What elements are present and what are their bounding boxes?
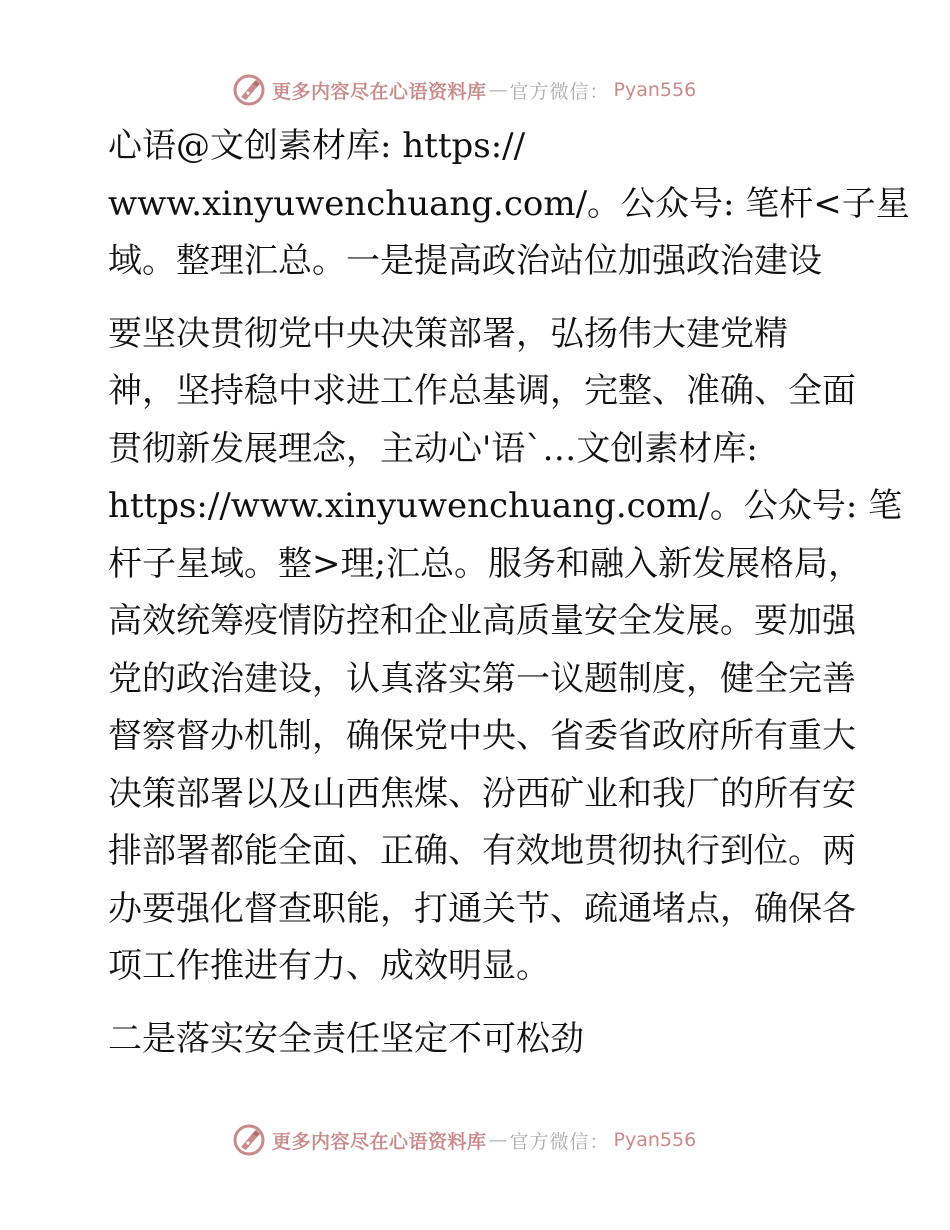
text-line: 域。整理汇总。一是提高政治站位加强政治建设	[108, 241, 822, 281]
text-line: 杆子星域。整>理;汇总。服务和融入新发展格局，	[108, 543, 862, 584]
document-body	[98, 118, 910, 1068]
watermark-label: 官方微信：	[509, 1130, 610, 1153]
text-line: 决策部署以及山西焦煤、汾西矿业和我厂的所有安	[108, 773, 856, 814]
text-line: 高效统筹疫情防控和企业高质量安全发展。要加强	[108, 601, 856, 641]
watermark-wechat-id: Pyan556	[613, 1129, 697, 1151]
watermark-main-text: 更多内容尽在心语资料库	[272, 80, 487, 103]
text-line: 排部署都能全面、正确、有效地贯彻执行到位。两	[108, 831, 856, 871]
watermark-footer	[232, 1120, 696, 1160]
text-line: www.xinyuwenchuang.com/。公众号: 笔杆<子星	[108, 183, 910, 224]
watermark-main-text: 更多内容尽在心语资料库	[272, 1130, 487, 1153]
paragraph-2	[98, 306, 903, 996]
watermark-wechat-id: Pyan556	[613, 79, 697, 101]
text-line: 项工作推进有力、成效明显。	[108, 946, 550, 986]
text-line: 心语@文创素材库: https://	[108, 126, 526, 166]
text-line: 贯彻新发展理念，主动心'语`…文创素材库:	[108, 428, 758, 469]
text-line: 办要强化督查职能，打通关节、疏通堵点，确保各	[108, 888, 856, 929]
text-line: 督察督办机制，确保党中央、省委省政府所有重大	[108, 716, 856, 756]
paragraph-1	[98, 118, 910, 291]
text-line: https://www.xinyuwenchuang.com/。公众号: 笔	[108, 486, 903, 526]
text-line: 要坚决贯彻党中央决策部署，弘扬伟大建党精	[108, 313, 788, 354]
text-line: 党的政治建设，认真落实第一议题制度，健全完善	[108, 658, 856, 699]
watermark-header	[232, 70, 696, 110]
watermark-label: 官方微信：	[509, 80, 610, 103]
pen-nib-logo-icon	[232, 1123, 266, 1157]
text-line: 二是落实安全责任坚定不可松劲	[108, 1018, 584, 1059]
watermark-separator: —	[488, 79, 508, 101]
watermark-separator: —	[488, 1129, 508, 1151]
pen-nib-logo-icon	[232, 73, 266, 107]
paragraph-3	[98, 1011, 858, 1069]
text-line: 神，坚持稳中求进工作总基调，完整、准确、全面	[108, 371, 856, 411]
